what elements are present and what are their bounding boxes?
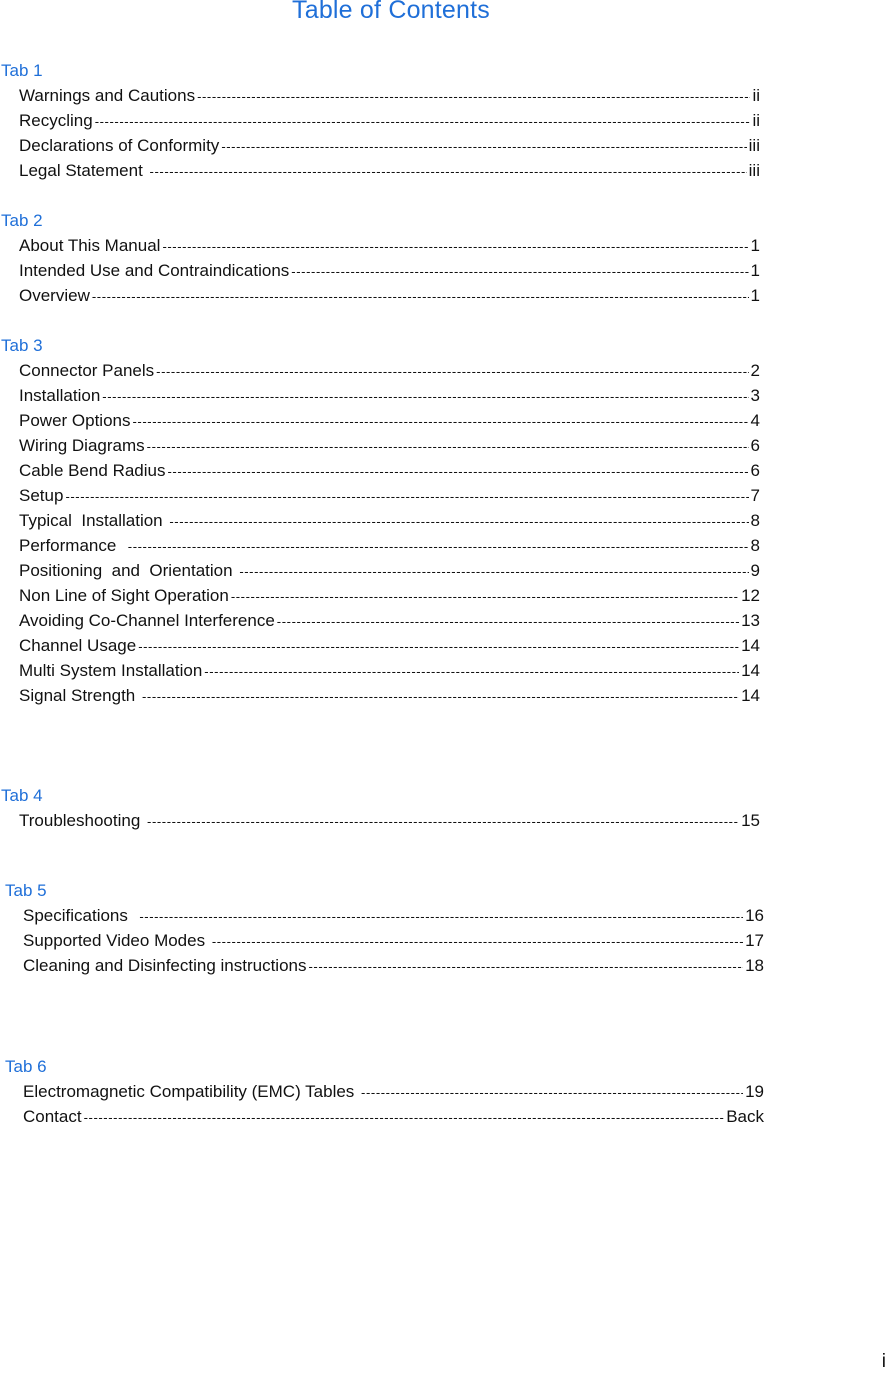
dot-leader [102,384,748,409]
toc-entry[interactable] [0,508,760,533]
toc-entry[interactable] [0,583,760,608]
toc-entry-page: 14 [741,636,760,655]
toc-entry-title: Warnings and Cautions [19,86,196,105]
toc-entry[interactable] [4,903,764,928]
dot-leader [169,509,748,534]
toc-entry[interactable] [0,808,760,833]
toc-entry[interactable] [4,1079,764,1104]
dot-leader [239,559,748,584]
toc-section-tab-3 [0,333,760,708]
dot-leader [128,534,749,559]
toc-entry-page: 6 [750,436,760,455]
dot-leader [167,459,748,484]
toc-entry-title: Signal Strength [19,686,140,705]
toc-entry-title: Installation [19,386,101,405]
toc-entry-page: 8 [750,536,760,555]
tab-heading[interactable]: Tab 5 [5,881,47,900]
toc-entry-page: 1 [750,261,760,280]
toc-entry[interactable] [4,953,764,978]
toc-entry-title: Overview [19,286,90,305]
toc-entry-title: Positioning and Orientation [19,561,238,580]
toc-entry-page: 14 [741,661,760,680]
toc-entry-title: Connector Panels [19,361,155,380]
dot-leader [162,234,748,259]
toc-entry-page: 8 [750,511,760,530]
dot-leader [84,1105,725,1130]
toc-entry[interactable] [0,683,760,708]
toc-entry-title: Contact [23,1107,82,1126]
toc-entry-page: iii [748,136,760,155]
dot-leader [142,684,739,709]
dot-leader [147,809,739,834]
toc-entry-title: Avoiding Co-Channel Interference [19,611,275,630]
toc-entry[interactable] [0,83,760,108]
toc-entry-title: Wiring Diagrams [19,436,145,455]
toc-entry[interactable] [0,158,760,183]
dot-leader [138,634,739,659]
toc-entry-title: About This Manual [19,236,161,255]
toc-entry-page: 17 [745,931,764,950]
toc-entry[interactable] [0,358,760,383]
toc-entry-page: 6 [750,461,760,480]
toc-entry-page: Back [726,1107,764,1126]
tab-heading[interactable]: Tab 6 [5,1057,47,1076]
toc-entry-page: 1 [750,286,760,305]
toc-entry-page: 1 [750,236,760,255]
toc-entry-page: 16 [745,906,764,925]
toc-entry-page: 12 [741,586,760,605]
toc-entry-page: 18 [745,956,764,975]
toc-entry-page: ii [752,86,760,105]
toc-entry-title: Performance [19,536,126,555]
toc-entry-page: 14 [741,686,760,705]
dot-leader [95,109,751,134]
toc-entry-title: Channel Usage [19,636,137,655]
dot-leader [156,359,748,384]
toc-entry[interactable] [0,458,760,483]
toc-entry[interactable] [0,558,760,583]
toc-entry-title: Setup [19,486,64,505]
toc-entry-page: 13 [741,611,760,630]
dot-leader [309,954,744,979]
toc-entry[interactable] [0,408,760,433]
toc-entry-page: 3 [750,386,760,405]
toc-entry[interactable] [0,633,760,658]
dot-leader [65,484,748,509]
dot-leader [139,904,743,929]
toc-entry-title: Supported Video Modes [23,931,210,950]
page-number: i [881,1351,886,1372]
toc-entry-page: 7 [750,486,760,505]
toc-entry[interactable] [0,533,760,558]
toc-section-tab-2 [0,208,760,308]
tab-heading[interactable]: Tab 4 [1,786,43,805]
toc-entry[interactable] [0,258,760,283]
toc-entry-title: Typical Installation [19,511,168,530]
toc-entry[interactable] [0,483,760,508]
toc-entry-title: Intended Use and Contraindications [19,261,290,280]
dot-leader [361,1080,743,1105]
toc-entry-title: Multi System Installation [19,661,203,680]
toc-entry-page: 19 [745,1082,764,1101]
dot-leader [277,609,739,634]
toc-entry-page: 15 [741,811,760,830]
toc-entry-page: 4 [750,411,760,430]
dot-leader [197,84,750,109]
dot-leader [204,659,739,684]
tab-heading[interactable]: Tab 1 [1,61,43,80]
toc-entry-title: Legal Statement [19,161,148,180]
dot-leader [221,134,746,159]
toc-entry[interactable] [0,233,760,258]
toc-entry-title: Recycling [19,111,93,130]
dot-leader [150,159,747,184]
toc-entry-title: Declarations of Conformity [19,136,220,155]
toc-entry[interactable] [0,108,760,133]
toc-entry-page: iii [748,161,760,180]
toc-entry-title: Power Options [19,411,131,430]
toc-entry-title: Specifications [23,906,138,925]
tab-heading[interactable]: Tab 2 [1,211,43,230]
toc-section-tab-1 [0,58,760,183]
toc-entry[interactable] [0,608,760,633]
tab-heading[interactable]: Tab 3 [1,336,43,355]
toc-section-tab-5 [4,878,764,978]
dot-leader [133,409,749,434]
page-title: Table of Contents [292,0,490,24]
toc-entry[interactable] [0,658,760,683]
toc-entry[interactable] [0,133,760,158]
toc-entry[interactable] [0,433,760,458]
dot-leader [231,584,739,609]
toc-section-tab-4 [0,783,760,833]
toc-entry[interactable] [0,383,760,408]
toc-entry-title: Non Line of Sight Operation [19,586,229,605]
toc-entry[interactable] [4,928,764,953]
dot-leader [147,434,749,459]
toc-section-tab-6 [4,1054,764,1129]
toc-entry-title: Cable Bend Radius [19,461,166,480]
toc-entry-title: Troubleshooting [19,811,146,830]
dot-leader [92,284,749,309]
dot-leader [291,259,748,284]
toc-entry-page: 2 [750,361,760,380]
toc-entry[interactable] [0,283,760,308]
toc-entry-page: 9 [750,561,760,580]
toc-entry[interactable] [4,1104,764,1129]
toc-entry-title: Electromagnetic Compatibility (EMC) Tables [23,1082,360,1101]
toc-entry-page: ii [752,111,760,130]
dot-leader [212,929,743,954]
toc-entry-title: Cleaning and Disinfecting instructions [23,956,307,975]
